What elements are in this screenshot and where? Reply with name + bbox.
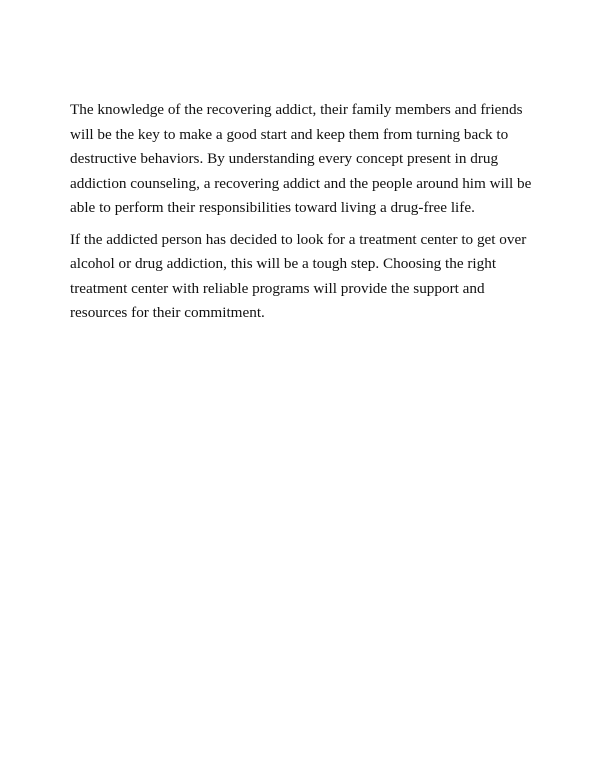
document-body <box>70 98 540 333</box>
paragraph-1: The knowledge of the recovering addict, their family members and friends will be the key to make a good start and keep them from turning back to destructive behaviors. By understanding every concept present in drug addiction counseling, a recovering addict and the people around him will be able to perform their responsibilities toward living a drug-free life. <box>70 101 532 216</box>
paragraph-2: If the addicted person has decided to look for a treatment center to get over alcohol or drug addiction, this will be a tough step. Choosing the right treatment center with reliable programs will provide the support and resources for their commitment. <box>70 230 527 321</box>
